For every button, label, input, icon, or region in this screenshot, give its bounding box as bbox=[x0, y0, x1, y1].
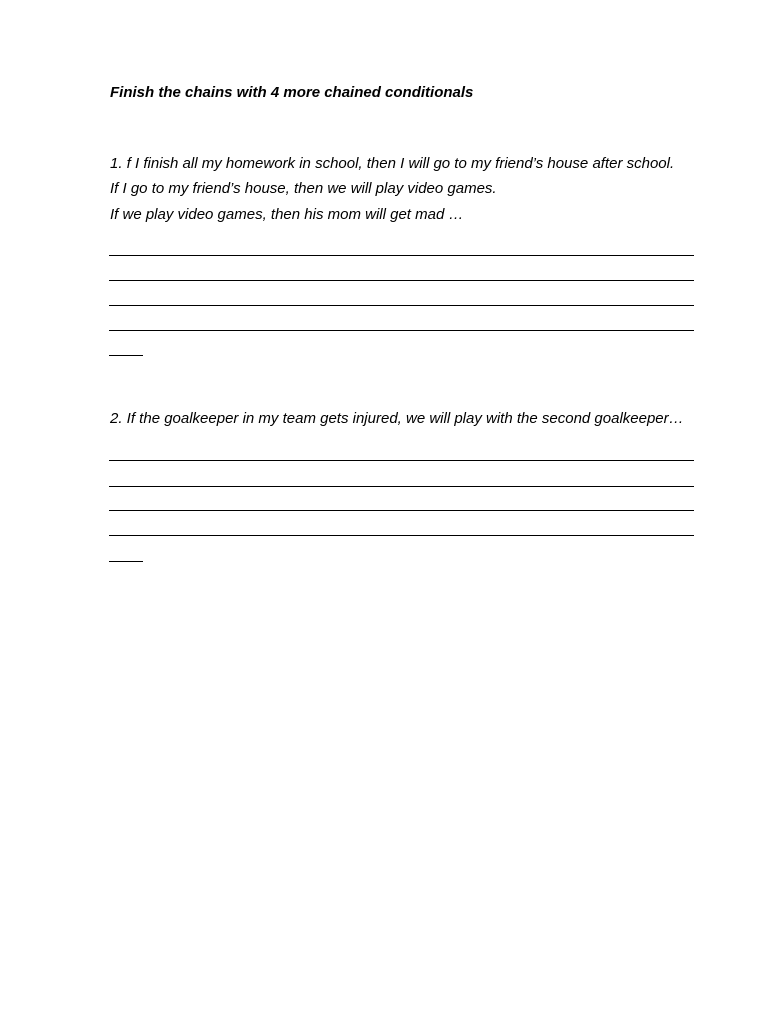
question-1-answer-line-1 bbox=[109, 255, 694, 256]
question-1-line-1: 1. f I finish all my homework in school, then I will go to my friend’s house after school. bbox=[110, 155, 675, 172]
question-1-answer-line-2 bbox=[109, 280, 694, 281]
worksheet-title: Finish the chains with 4 more chained conditionals bbox=[110, 84, 474, 101]
question-2-answer-line-4 bbox=[109, 535, 694, 536]
question-2-answer-line-3 bbox=[109, 510, 694, 511]
question-1-answer-line-3 bbox=[109, 305, 694, 306]
question-1-answer-line-tail bbox=[109, 355, 143, 356]
question-2-answer-line-1 bbox=[109, 460, 694, 461]
question-2-answer-line-2 bbox=[109, 486, 694, 487]
question-2-answer-line-tail bbox=[109, 561, 143, 562]
question-1-line-2: If I go to my friend’s house, then we will play video games. bbox=[110, 180, 497, 197]
question-1-line-3: If we play video games, then his mom will get mad … bbox=[110, 206, 464, 223]
question-1-answer-line-4 bbox=[109, 330, 694, 331]
question-2-line-1: 2. If the goalkeeper in my team gets injured, we will play with the second goalkeeper… bbox=[110, 410, 684, 427]
